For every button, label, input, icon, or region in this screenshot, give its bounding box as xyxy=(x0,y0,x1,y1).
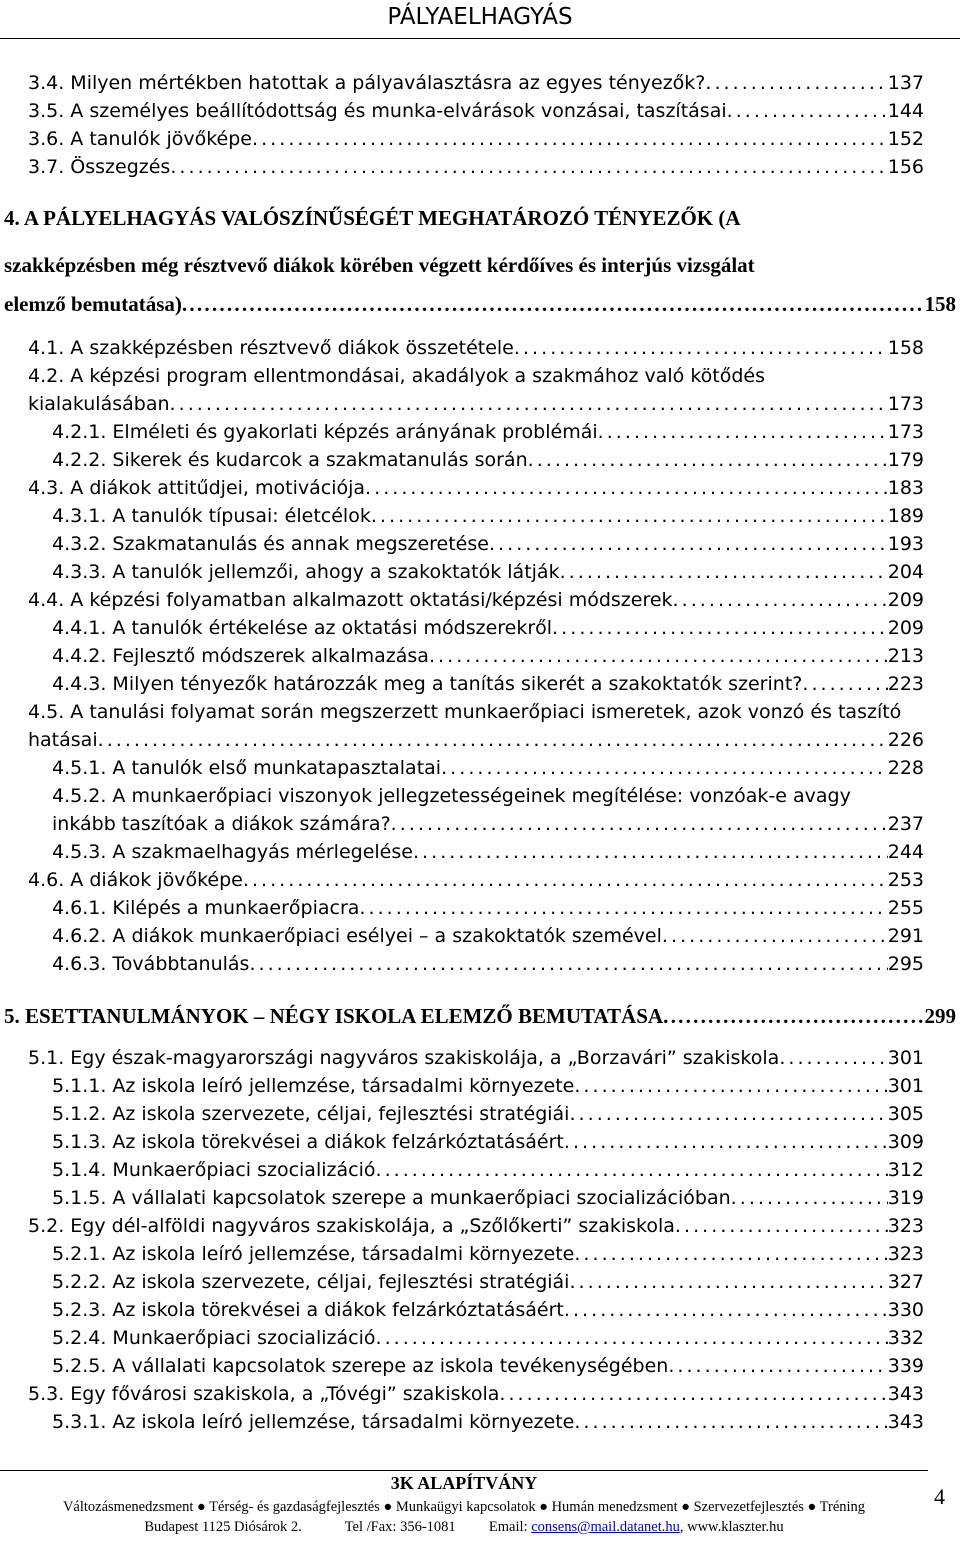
toc-entry-4-3[interactable] xyxy=(28,476,924,502)
toc-page-number: 301 xyxy=(887,1075,924,1097)
toc-chapter-4-line2: szakképzésben még résztvevő diákok körében végzett kérdőíves és interjús vizsgálat xyxy=(4,253,755,277)
toc-entry-title: 5.1.5. A vállalati kapcsolatok szerepe a munkaerőpiaci szocializációban xyxy=(52,1187,731,1209)
dot-leader xyxy=(673,588,888,612)
toc-entry-title: 4.3.1. A tanulók típusai: életcélok xyxy=(52,505,371,527)
toc-entry-title: 5.2. Egy dél-alföldi nagyváros szakiskolája, a „Szőlőkerti” szakiskola xyxy=(28,1215,675,1237)
toc-entry-5-1[interactable] xyxy=(28,1046,924,1072)
toc-entry-title: 4.6.1. Kilépés a munkaerőpiacra xyxy=(52,897,360,919)
toc-entry-4-5-line1: 4.5. A tanulási folyamat során megszerzett munkaerőpiaci ismeretek, azok vonzó és taszító xyxy=(28,701,902,723)
footer-contact xyxy=(0,1518,928,1536)
toc-page-number: 156 xyxy=(887,156,924,178)
toc-entry-4-2[interactable] xyxy=(28,392,924,418)
dot-leader xyxy=(560,560,888,584)
toc-entry-5-1-2[interactable] xyxy=(52,1102,924,1128)
toc-page-number: 223 xyxy=(887,673,924,695)
footer-phone: Tel /Fax: 356-1081 xyxy=(344,1519,456,1535)
toc-entry-4-4[interactable] xyxy=(28,588,924,614)
dot-leader xyxy=(727,99,888,123)
dot-leader xyxy=(569,1270,887,1294)
dot-leader xyxy=(663,1003,924,1029)
dot-leader xyxy=(705,71,887,95)
toc-page-number: 152 xyxy=(887,128,924,150)
toc-entry-5-1-3[interactable] xyxy=(52,1130,924,1156)
toc-page-number: 213 xyxy=(887,645,924,667)
toc-page-number: 330 xyxy=(887,1299,924,1321)
toc-entry-title: 5.1. Egy észak-magyarországi nagyváros szakiskolája, a „Borzavári” szakiskola xyxy=(28,1047,780,1069)
toc-page-number: 301 xyxy=(887,1047,924,1069)
dot-leader xyxy=(528,448,888,472)
toc-page-number: 244 xyxy=(887,841,924,863)
toc-page-number: 323 xyxy=(887,1215,924,1237)
toc-page-number: 309 xyxy=(887,1131,924,1153)
toc-page-number: 144 xyxy=(887,100,924,122)
dot-leader xyxy=(489,532,888,556)
dot-leader xyxy=(668,1354,887,1378)
toc-entry-5-2[interactable] xyxy=(28,1214,924,1240)
toc-page-number: 305 xyxy=(887,1103,924,1125)
toc-entry-4-6-2[interactable] xyxy=(52,924,924,950)
dot-leader xyxy=(413,840,888,864)
toc-entry-3-7[interactable] xyxy=(28,155,924,181)
dot-leader xyxy=(564,1298,888,1322)
dot-leader xyxy=(441,756,888,780)
toc-entry-5-2-5[interactable] xyxy=(52,1354,924,1380)
toc-entry-4-6-1[interactable] xyxy=(52,896,924,922)
toc-entry-title: inkább taszítóak a diákok számára? xyxy=(52,813,391,835)
toc-page-number: 173 xyxy=(887,393,924,415)
toc-page-number: 332 xyxy=(887,1327,924,1349)
toc-entry-title: 5.3. Egy fővárosi szakiskola, a „Tóvégi” szakiskola xyxy=(28,1383,500,1405)
dot-leader xyxy=(499,1382,887,1406)
toc-page-number: 323 xyxy=(887,1243,924,1265)
toc-entry-5-1-5[interactable] xyxy=(52,1186,924,1212)
footer-website[interactable]: , www.klaszter.hu xyxy=(679,1519,784,1535)
toc-entry-title: 5.1.2. Az iskola szervezete, céljai, fejlesztési stratégiái xyxy=(52,1103,570,1125)
footer-org-name: 3K ALAPÍTVÁNY xyxy=(390,1473,538,1493)
toc-entry-4-2-2[interactable] xyxy=(52,448,924,474)
toc-entry-3-5[interactable] xyxy=(28,99,924,125)
toc-entry-4-4-3[interactable] xyxy=(52,672,924,698)
toc-page-number: 253 xyxy=(887,869,924,891)
toc-page-number: 173 xyxy=(887,421,924,443)
dot-leader xyxy=(391,812,888,836)
dot-leader xyxy=(243,868,888,892)
dot-leader xyxy=(365,476,888,500)
dot-leader xyxy=(552,616,888,640)
toc-entry-title: 5. ESETTANULMÁNYOK – NÉGY ISKOLA ELEMZŐ BEMUTATÁSA xyxy=(4,1004,664,1028)
dot-leader xyxy=(564,1130,888,1154)
footer-divider xyxy=(0,1470,928,1471)
toc-page-number: 237 xyxy=(887,813,924,835)
toc-entry-title: 4.3. A diákok attitűdjei, motivációja xyxy=(28,477,366,499)
toc-entry-4-5-2-line1: 4.5.2. A munkaerőpiaci viszonyok jellegzetességeinek megítélése: vonzóak-e avagy xyxy=(52,785,851,807)
toc-page-number: 299 xyxy=(924,1004,956,1028)
toc-entry-4-6[interactable] xyxy=(28,868,924,894)
dot-leader xyxy=(662,924,888,948)
toc-entry-title: 5.2.3. Az iskola törekvései a diákok felzárkóztatásáért xyxy=(52,1299,564,1321)
toc-page-number: 179 xyxy=(887,449,924,471)
toc-page-number: 312 xyxy=(887,1159,924,1181)
footer-email-label: Email: xyxy=(488,1519,528,1535)
dot-leader xyxy=(170,392,888,416)
toc-entry-title: 4.4.2. Fejlesztő módszerek alkalmazása xyxy=(52,645,429,667)
toc-page-number: 327 xyxy=(887,1271,924,1293)
dot-leader xyxy=(170,155,887,179)
footer-address: Budapest 1125 Diósárok 2. xyxy=(144,1519,302,1535)
footer-services: Változásmenedzsment ● Térség- és gazdaságfejlesztés ● Munkaügyi kapcsolatok ● Humán menedzsment ● Szervezetfejlesztés ● Tréning xyxy=(62,1499,866,1515)
dot-leader xyxy=(514,336,888,360)
toc-entry-title: 5.1.3. Az iskola törekvései a diákok felzárkóztatásáért xyxy=(52,1131,564,1153)
dot-leader xyxy=(675,1214,888,1238)
toc-entry-5-2-3[interactable] xyxy=(52,1298,924,1324)
toc-entry-title: 4.3.2. Szakmatanulás és annak megszeretése xyxy=(52,533,489,555)
toc-entry-4-4-1[interactable] xyxy=(52,616,924,642)
toc-entry-4-3-2[interactable] xyxy=(52,532,924,558)
toc-entry-title: 5.2.5. A vállalati kapcsolatok szerepe az iskola tevékenységében xyxy=(52,1355,669,1377)
toc-entry-title: 5.1.1. Az iskola leíró jellemzése, társadalmi környezete xyxy=(52,1075,575,1097)
toc-entry-title: 3.4. Milyen mértékben hatottak a pályaválasztásra az egyes tényezők? xyxy=(28,72,706,94)
toc-entry-title: 4.4.1. A tanulók értékelése az oktatási módszerekről xyxy=(52,617,553,639)
toc-page-number: 209 xyxy=(887,617,924,639)
toc-entry-title: 3.6. A tanulók jövőképe xyxy=(28,128,252,150)
toc-entry-title: 5.1.4. Munkaerőpiaci szocializáció xyxy=(52,1159,376,1181)
toc-entry-3-4[interactable] xyxy=(28,71,924,97)
dot-leader xyxy=(779,1046,887,1070)
toc-entry-4-5-2[interactable] xyxy=(52,812,924,838)
toc-entry-title: 3.5. A személyes beállítódottság és munka-elvárások vonzásai, taszításai xyxy=(28,100,727,122)
toc-entry-title: 4.4.3. Milyen tényezők határozzák meg a tanítás sikerét a szakoktatók szerint? xyxy=(52,673,803,695)
dot-leader xyxy=(802,672,887,696)
toc-entry-4-3-3[interactable] xyxy=(52,560,924,586)
dot-leader xyxy=(429,644,888,668)
dot-leader xyxy=(371,504,888,528)
toc-entry-4-4-2[interactable] xyxy=(52,644,924,670)
dot-leader xyxy=(574,1410,887,1434)
dot-leader xyxy=(182,291,925,317)
toc-entry-4-2-line1: 4.2. A képzési program ellentmondásai, akadályok a szakmához való kötődés xyxy=(28,365,766,387)
toc-entry-4-3-1[interactable] xyxy=(52,504,924,530)
dot-leader xyxy=(98,728,888,752)
dot-leader xyxy=(574,1242,887,1266)
toc-chapter-4[interactable] xyxy=(4,291,956,319)
toc-page-number: 343 xyxy=(887,1383,924,1405)
toc-entry-title: 4.5.1. A tanulók első munkatapasztalatai xyxy=(52,757,442,779)
toc-entry-4-5-1[interactable] xyxy=(52,756,924,782)
toc-page-number: 339 xyxy=(887,1355,924,1377)
toc-entry-4-5-3[interactable] xyxy=(52,840,924,866)
toc-entry-title: 5.3.1. Az iskola leíró jellemzése, társadalmi környezete xyxy=(52,1411,575,1433)
dot-leader xyxy=(598,420,888,444)
dot-leader xyxy=(375,1158,887,1182)
toc-page-number: 158 xyxy=(887,337,924,359)
toc-page-number: 228 xyxy=(887,757,924,779)
header-divider xyxy=(0,38,960,39)
toc-entry-title: hatásai xyxy=(28,729,98,751)
toc-entry-title: 4.2.1. Elméleti és gyakorlati képzés arányának problémái xyxy=(52,421,598,443)
toc-entry-5-2-4[interactable] xyxy=(52,1326,924,1352)
toc-entry-4-2-1[interactable] xyxy=(52,420,924,446)
toc-page-number: 183 xyxy=(887,477,924,499)
toc-entry-title: 5.2.2. Az iskola szervezete, céljai, fejlesztési stratégiái xyxy=(52,1271,570,1293)
dot-leader xyxy=(731,1186,888,1210)
toc-entry-title: 4.2.2. Sikerek és kudarcok a szakmatanulás során xyxy=(52,449,528,471)
dot-leader xyxy=(375,1326,887,1350)
toc-chapter-4-line1: 4. A PÁLYELHAGYÁS VALÓSZÍNŰSÉGÉT MEGHATÁROZÓ TÉNYEZŐK (A xyxy=(4,206,741,230)
toc-entry-title: elemző bemutatása) xyxy=(4,292,182,316)
toc-entry-4-5[interactable] xyxy=(28,728,924,754)
toc-page-number: 226 xyxy=(887,729,924,751)
toc-page-number: 204 xyxy=(887,561,924,583)
toc-entry-title: 4.4. A képzési folyamatban alkalmazott oktatási/képzési módszerek xyxy=(28,589,673,611)
toc-page-number: 319 xyxy=(887,1187,924,1209)
toc-page-number: 189 xyxy=(887,505,924,527)
toc-entry-title: 3.7. Összegzés xyxy=(28,156,171,178)
toc-page-number: 295 xyxy=(887,953,924,975)
footer-email-link[interactable]: consens@mail.datanet.hu xyxy=(531,1519,680,1535)
dot-leader xyxy=(574,1074,887,1098)
dot-leader xyxy=(569,1102,887,1126)
toc-page-number: 158 xyxy=(924,292,956,316)
toc-entry-5-1-1[interactable] xyxy=(52,1074,924,1100)
toc-page-number: 255 xyxy=(887,897,924,919)
toc-entry-title: 4.3.3. A tanulók jellemzői, ahogy a szakoktatók látják xyxy=(52,561,560,583)
page-number: 4 xyxy=(934,1484,945,1509)
toc-entry-5-2-1[interactable] xyxy=(52,1242,924,1268)
toc-entry-title: 5.2.4. Munkaerőpiaci szocializáció xyxy=(52,1327,376,1349)
toc-entry-title: 5.2.1. Az iskola leíró jellemzése, társadalmi környezete xyxy=(52,1243,575,1265)
toc-entry-4-1[interactable] xyxy=(28,336,924,362)
dot-leader xyxy=(359,896,887,920)
toc-page-number: 209 xyxy=(887,589,924,611)
toc-chapter-5[interactable] xyxy=(4,1003,956,1031)
toc-entry-title: 4.6. A diákok jövőképe xyxy=(28,869,243,891)
toc-entry-title: 4.6.3. Továbbtanulás xyxy=(52,953,250,975)
dot-leader xyxy=(249,952,887,976)
toc-entry-3-6[interactable] xyxy=(28,127,924,153)
toc-entry-title: kialakulásában xyxy=(28,393,170,415)
page-header-title: PÁLYAELHAGYÁS xyxy=(387,4,573,30)
toc-entry-5-3-1[interactable] xyxy=(52,1410,924,1436)
toc-entry-title: 4.1. A szakképzésben résztvevő diákok összetétele xyxy=(28,337,514,359)
toc-page-number: 137 xyxy=(887,72,924,94)
toc-entry-5-2-2[interactable] xyxy=(52,1270,924,1296)
toc-entry-title: 4.6.2. A diákok munkaerőpiaci esélyei – a szakoktatók szemével xyxy=(52,925,662,947)
toc-page-number: 343 xyxy=(887,1411,924,1433)
toc-entry-4-6-3[interactable] xyxy=(52,952,924,978)
toc-entry-title: 4.5.3. A szakmaelhagyás mérlegelése xyxy=(52,841,413,863)
toc-page-number: 291 xyxy=(887,925,924,947)
toc-page-number: 193 xyxy=(887,533,924,555)
dot-leader xyxy=(252,127,888,151)
toc-entry-5-1-4[interactable] xyxy=(52,1158,924,1184)
toc-entry-5-3[interactable] xyxy=(28,1382,924,1408)
